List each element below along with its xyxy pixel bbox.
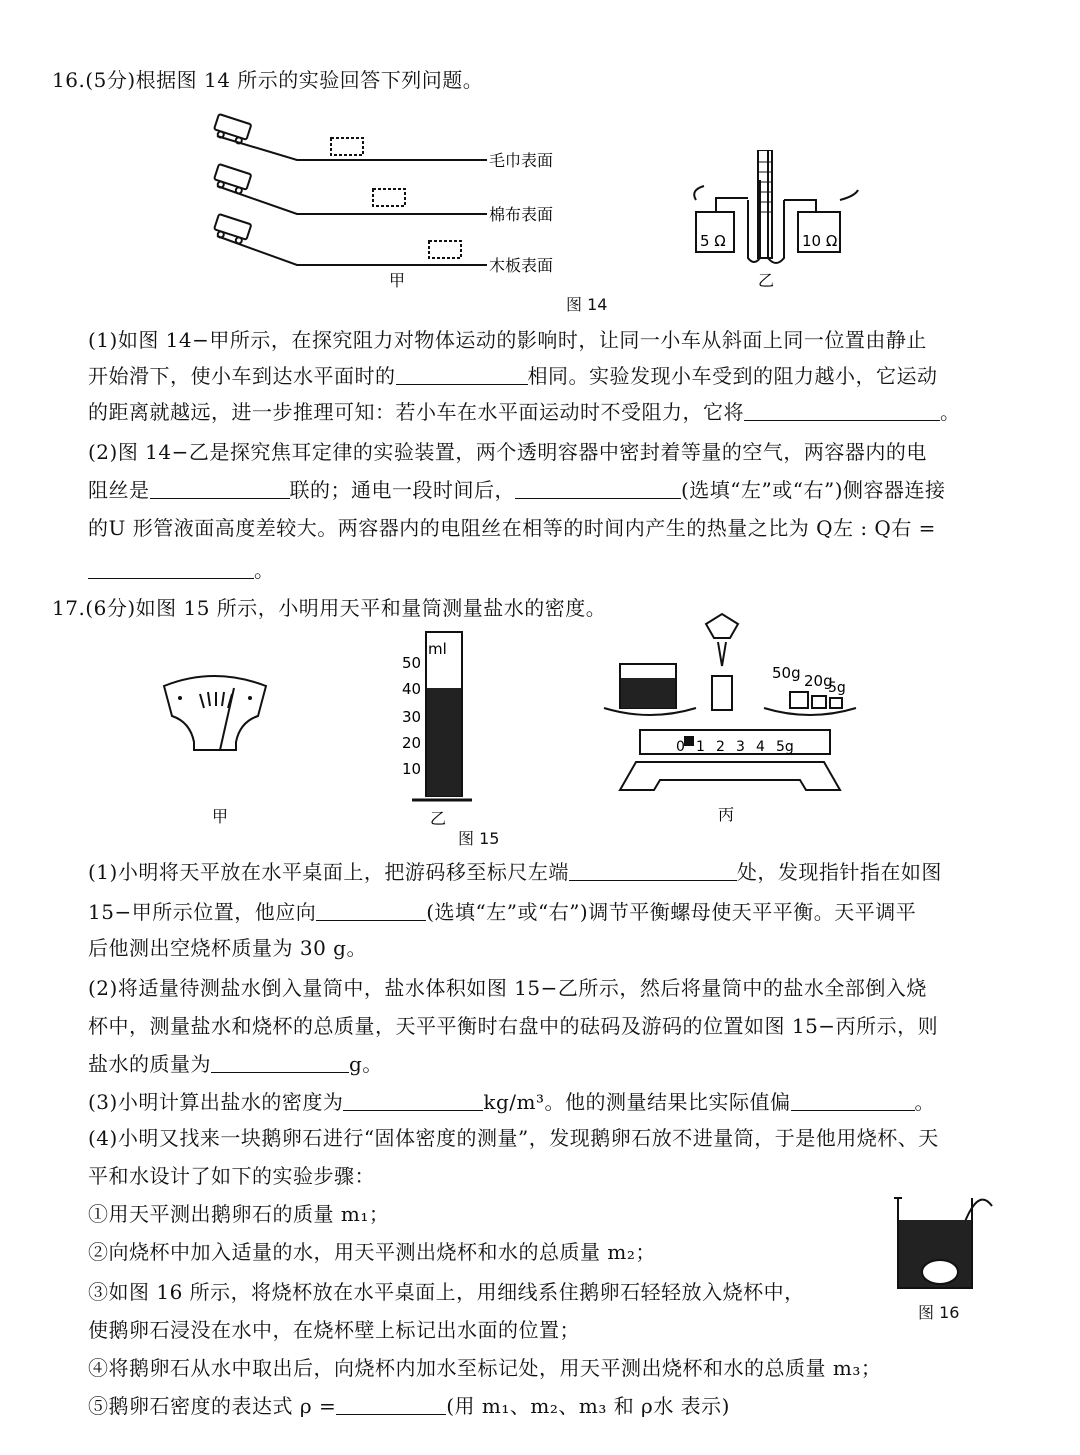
q17-p1-line3: 后他测出空烧杯质量为 30 g。 <box>88 936 367 960</box>
q16-p2-line3: 的U 形管液面高度差较大。两容器内的电阻丝在相等的时间内产生的热量之比为 Q左 : Q右 = <box>88 516 936 540</box>
surface-label-cotton: 棉布表面 <box>489 205 554 224</box>
answer-blank-zero-mark[interactable] <box>569 860 737 881</box>
figure-16-caption: 图 16 <box>918 1303 960 1322</box>
resistor-10-ohm-label: 10 Ω <box>802 232 838 250</box>
q17-step-1: ①用天平测出鹅卵石的质量 m₁； <box>88 1202 390 1226</box>
figure-14-jia <box>205 108 585 290</box>
q17-step-3b: 使鹅卵石浸没在水中，在烧杯壁上标记出水面的位置； <box>88 1318 580 1342</box>
q16-p1-line3: 的距离就越远，进一步推理可知：若小车在水平面运动时不受阻力，它将 。 <box>88 400 961 424</box>
q16-p1-line2: 开始滑下，使小车到达水平面时的 相同。实验发现小车受到的阻力越小，它运动 <box>88 364 938 388</box>
answer-blank-motion[interactable] <box>744 400 940 421</box>
answer-blank-speed[interactable] <box>396 364 528 385</box>
answer-blank-mass[interactable] <box>211 1052 349 1073</box>
weight-label-20g: 20g <box>804 672 833 690</box>
answer-blank-bias[interactable] <box>791 1090 915 1111</box>
saltwater-liquid <box>427 688 461 796</box>
question-17-heading: 17.(6分)如图 15 所示，小明用天平和量筒测量盐水的密度。 <box>52 596 607 620</box>
weight-label-5g-a: 5g <box>828 680 846 696</box>
q17-p4-line1: (4)小明又找来一块鹅卵石进行“固体密度的测量”，发现鹅卵石放不进量筒，于是他用烧杯、天 <box>88 1126 939 1150</box>
figure-16 <box>892 1188 1012 1308</box>
q16-p1-line1: (1)如图 14−甲所示，在探究阻力对物体运动的影响时，让同一小车从斜面上同一位置由静止 <box>88 328 927 352</box>
q16-p2-line2: 阻丝是 联的；通电一段时间后， (选填“左”或“右”)侧容器连接 <box>88 478 946 502</box>
cylinder-unit-label: ml <box>428 640 447 658</box>
answer-blank-density[interactable] <box>343 1090 483 1111</box>
resistor-5-ohm-label: 5 Ω <box>700 232 726 250</box>
q17-p2-line3: 盐水的质量为 g。 <box>88 1052 383 1076</box>
figure-15-jia <box>160 672 270 832</box>
answer-blank-connection[interactable] <box>150 478 290 499</box>
q17-p2-line2: 杯中，测量盐水和烧杯的总质量，天平平衡时右盘中的砝码及游码的位置如图 15−丙所示，则 <box>88 1014 939 1038</box>
q17-step-4: ④将鹅卵石从水中取出后，向烧杯内加水至标记处，用天平测出烧杯和水的总质量 m₃； <box>88 1356 882 1380</box>
answer-blank-side[interactable] <box>515 478 681 499</box>
ruler-tick-1: 1 <box>696 739 705 755</box>
ruler-tick-3: 3 <box>736 739 745 755</box>
q17-step-3a: ③如图 16 所示，将烧杯放在水平桌面上，用细线系住鹅卵石轻轻放入烧杯中， <box>88 1280 805 1304</box>
answer-blank-heat-ratio[interactable] <box>88 558 254 579</box>
figure-14-jia-label: 甲 <box>389 271 406 290</box>
q17-p2-line1: (2)将适量待测盐水倒入量筒中，盐水体积如图 15−乙所示，然后将量筒中的盐水全部倒入烧 <box>88 976 927 1000</box>
figure-15-caption: 图 15 <box>458 829 500 848</box>
surface-label-wood: 木板表面 <box>489 256 554 275</box>
surface-label-towel: 毛巾表面 <box>489 151 554 170</box>
figure-15-bing <box>600 612 860 826</box>
ruler-tick-5g: 5g <box>776 739 794 755</box>
ruler-tick-0: 0 <box>676 739 685 755</box>
figure-15-yi <box>398 628 478 828</box>
figure-14-yi-label: 乙 <box>758 271 775 290</box>
q17-p1-line1: (1)小明将天平放在水平桌面上，把游码移至标尺左端 处，发现指针指在如图 <box>88 860 942 884</box>
cylinder-tick-40: 40 <box>402 680 422 698</box>
q17-p1-line2: 15−甲所示位置，他应向 (选填“左”或“右”)调节平衡螺母使天平平衡。天平调平 <box>88 900 917 924</box>
figure-15-bing-label: 丙 <box>718 805 735 824</box>
beaker-liquid <box>621 678 675 708</box>
weight-label-50g: 50g <box>772 664 801 682</box>
answer-blank-direction[interactable] <box>316 900 426 921</box>
rider-weight <box>684 736 694 746</box>
q16-p2-line4: 。 <box>88 556 275 584</box>
pebble <box>922 1260 958 1284</box>
cylinder-tick-30: 30 <box>402 708 422 726</box>
figure-14-yi <box>690 150 860 290</box>
q16-p2-line1: (2)图 14−乙是探究焦耳定律的实验装置，两个透明容器中密封着等量的空气，两容器内的电 <box>88 440 927 464</box>
figure-15-yi-label: 乙 <box>430 809 447 828</box>
figure-15-jia-label: 甲 <box>212 807 229 826</box>
ruler-tick-2: 2 <box>716 739 725 755</box>
question-16-heading: 16.(5分)根据图 14 所示的实验回答下列问题。 <box>52 68 484 92</box>
ruler-tick-4: 4 <box>756 739 765 755</box>
cylinder-tick-50: 50 <box>402 654 422 672</box>
cylinder-tick-10: 10 <box>402 760 422 778</box>
q17-step-5: ⑤鹅卵石密度的表达式 ρ = (用 m₁、m₂、m₃ 和 ρ水 表示) <box>88 1394 730 1418</box>
cylinder-tick-20: 20 <box>402 734 422 752</box>
figure-14-caption: 图 14 <box>566 295 608 314</box>
q17-p4-line2: 平和水设计了如下的实验步骤： <box>88 1164 375 1188</box>
q17-step-2: ②向烧杯中加入适量的水，用天平测出烧杯和水的总质量 m₂； <box>88 1240 656 1264</box>
answer-blank-expression[interactable] <box>336 1394 446 1415</box>
q17-p3-line: (3)小明计算出盐水的密度为 kg/m³。他的测量结果比实际值偏 。 <box>88 1090 935 1114</box>
